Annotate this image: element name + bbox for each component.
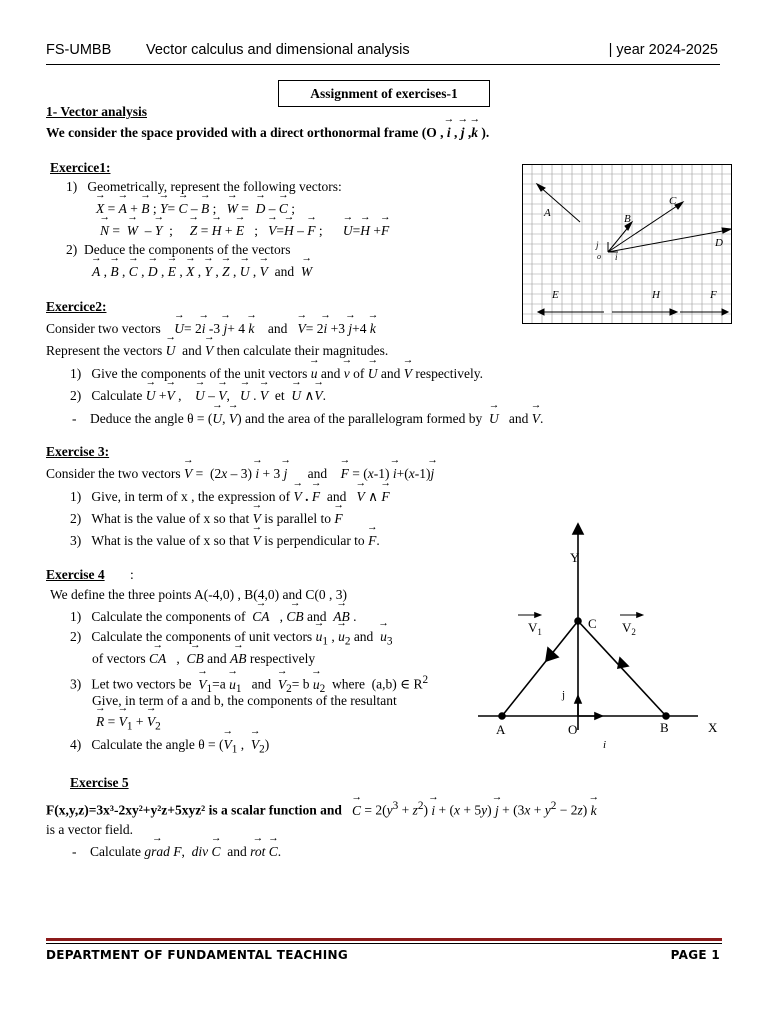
footer-rule-thin bbox=[46, 943, 722, 944]
header-year: | year 2024-2025 bbox=[608, 42, 718, 58]
ex1-vector-defs-1: → X = → A + → B ; → Y= → C – → B ; → W = → D – → C ; bbox=[96, 200, 295, 217]
ex5-title: Exercise 5 bbox=[70, 775, 129, 790]
footer-department: DEPARTMENT OF FUNDAMENTAL TEACHING bbox=[46, 948, 349, 962]
ex2-title: Exercice2: bbox=[46, 299, 107, 314]
label-x: X bbox=[708, 720, 718, 735]
grid-label-e: E bbox=[552, 289, 559, 301]
ex1-item1: 1) Geometrically, represent the following vectors: bbox=[66, 179, 342, 194]
grid-label-i: i bbox=[615, 252, 618, 262]
label-b: B bbox=[660, 720, 669, 735]
v2-label-head bbox=[637, 613, 642, 617]
vector-grid-figure bbox=[522, 164, 732, 324]
point-c bbox=[575, 618, 581, 624]
vector-d bbox=[608, 230, 728, 252]
ex2-item3: - Deduce the angle θ = (→ U, → V) and the area of the parallelogram formed by → U and → V. bbox=[72, 410, 543, 427]
label-o: O bbox=[568, 722, 578, 737]
vector-c bbox=[608, 204, 680, 252]
label-y: Y bbox=[570, 550, 580, 565]
ex4-item4: 4) Calculate the angle θ = (→ $V_1$ , → $V_2$) bbox=[70, 736, 269, 759]
ex4-item2: 2) Calculate the components of unit vectors → $u_1$ , → $u_2$ and → $u_3$ bbox=[70, 628, 392, 651]
triangle-figure bbox=[470, 520, 740, 755]
label-c: C bbox=[588, 616, 597, 631]
grid-label-b: B bbox=[624, 213, 631, 225]
header-course: Vector calculus and dimensional analysis bbox=[146, 42, 410, 58]
ex4-item3: 3) Let two vectors be → $V_1=a \to u_1$ and → $V_2= b \to u_2$ where (a,b) ∈ $R^2$ bbox=[70, 672, 428, 698]
ex4-line1: We define the three points A(-4,0) , B(4,0) and C(0 , 3) bbox=[50, 587, 347, 602]
footer-page-number: PAGE 1 bbox=[670, 948, 720, 962]
ex2-item2: 2) Calculate → U +→ V , → U – → V, → U . → V et → U ∧→ V. bbox=[70, 387, 326, 404]
grid-label-c: C bbox=[669, 195, 677, 207]
ex3-title: Exercise 3: bbox=[46, 444, 110, 459]
ex5-line1: F(x,y,z)=3x³-2xy²+y²z+5xyz² is a scalar function and → $C = 2(y^3 + z^2) \to i + (x + 5y) \to j + (3x + y^2 - 2z) \to k$ bbox=[46, 798, 597, 819]
title-box: Assignment of exercises-1 bbox=[278, 80, 490, 107]
ex2-item1: 1) Give the components of the unit vectors → u and → v of → U and → V respectively. bbox=[70, 365, 483, 382]
ex5-item: - Calculate → grad F, div → C and → rot → C. bbox=[72, 843, 281, 860]
section-intro: We consider the space provided with a direct orthonormal frame (O , → i , → j ,→ k ). bbox=[46, 124, 489, 141]
label-a: A bbox=[496, 722, 506, 737]
ex1-item2: 2) Deduce the components of the vectors bbox=[66, 242, 291, 257]
grid-label-a: A bbox=[544, 207, 551, 219]
point-b bbox=[663, 713, 669, 719]
ex3-item1: 1) Give, in term of x , the expression of → V . → F and → V ∧ → F bbox=[70, 488, 390, 505]
ex3-item2: 2) What is the value of x so that → V is parallel to → F bbox=[70, 510, 343, 527]
label-i: i bbox=[603, 739, 607, 751]
unit-j-head bbox=[575, 696, 581, 703]
grid-label-f: F bbox=[710, 289, 717, 301]
label-v1: $V_1$ bbox=[528, 620, 542, 637]
v1-arrowhead bbox=[546, 648, 558, 661]
ex3-line1: Consider the two vectors → V = (2x – 3) → i + 3 → j and → F = (x-1) → i+(x-1)→ j bbox=[46, 465, 434, 482]
ex1-vector-list: → A , → B , → C , → D , → E , → X , → Y , → Z , → U , → V and → W bbox=[92, 263, 312, 280]
ex2-line2: Represent the vectors → U and → V then calculate their magnitudes. bbox=[46, 342, 388, 359]
ex4-item1: 1) Calculate the components of → CA , → CB and → AB . bbox=[70, 608, 356, 625]
grid-label-h: H bbox=[652, 289, 660, 301]
unit-i-head bbox=[595, 713, 602, 719]
v2-arrowhead bbox=[618, 658, 628, 668]
ex4-item3-cont: Give, in term of a and b, the components of the resultant bbox=[92, 693, 397, 708]
ex4-title: Exercise 4 bbox=[46, 567, 105, 582]
ex2-line1: Consider two vectors → U= 2→ i -3 → j+ 4 → k and → V= 2→ i +3 → j+4 → k bbox=[46, 320, 376, 337]
ex1-vector-defs-2: → N = → W – → Y ; → Z = → H + → E ; → V=→ H – → F ; → U=→ H +→ F bbox=[100, 222, 389, 239]
section-title: 1- Vector analysis bbox=[46, 104, 148, 119]
segment-cb bbox=[578, 621, 666, 716]
y-axis-head bbox=[573, 524, 583, 534]
ex4-item2-cont: of vectors → CA , → CB and → AB respectively bbox=[92, 650, 315, 667]
grid-label-o: o bbox=[597, 252, 601, 261]
ex4-resultant: → R = → $V_1$ + → $V_2$ bbox=[96, 713, 161, 736]
header-rule bbox=[46, 64, 720, 65]
ex5-line2: is a vector field. bbox=[46, 822, 133, 837]
ex1-title: Exercice1: bbox=[50, 160, 111, 175]
label-v2: $V_2$ bbox=[622, 620, 636, 637]
grid-label-d: D bbox=[715, 237, 723, 249]
grid-label-j: j bbox=[596, 240, 599, 250]
header-institution: FS-UMBB bbox=[46, 42, 112, 58]
ex4-title-colon: : bbox=[130, 567, 134, 582]
v1-label-head bbox=[535, 613, 540, 617]
point-a bbox=[499, 713, 505, 719]
ex3-item3: 3) What is the value of x so that → V is perpendicular to → F. bbox=[70, 532, 380, 549]
vector-d-head bbox=[722, 228, 731, 233]
label-j: j bbox=[562, 689, 566, 701]
footer-rule-thick bbox=[46, 938, 722, 941]
